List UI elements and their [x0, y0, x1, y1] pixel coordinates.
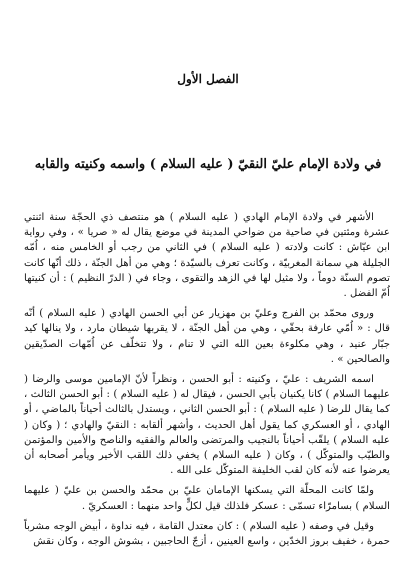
body-text: [24, 210, 390, 552]
paragraph-askari: ولمّا كانت المحلّة التي يسكنها الإمامان عليّ بن محمّد والحسن بن عليّ ( عليهما السلام ) بسامرّاء تسمّى : عسكر فلذلك قيل لكلٍّ واحد منهما : العسكريّ .: [24, 485, 390, 512]
paragraph-hadith: وروى محمّد بن الفرج وعليّ بن مهزيار عن أبي الحسن الهادي ( عليه السلام ) أنّه قال : « اُمّي عارفة بحقّي ، وهي من أهل الجنّة ، لا يقربها شيطان مارد ، ولا ينالها كيد جبّار عنيد ، وهي مكلوءة بعين الله التي لا تنام ، ولا تتخلّف عن اُمّهات الصدّيقين والصالحين » .: [24, 308, 390, 365]
chapter-title: الفصل الأول: [177, 72, 239, 86]
paragraph-description: وقيل في وصفه ( عليه السلام ) : كان معتدل القامة ، فيه نداوة ، أبيض الوجه مشرباً حمرة ، خفيف بروز الخدّين ، واسع العينين ، أزجّ الحاجبين ، بشوش الوجه ، وكان نقش: [24, 520, 390, 548]
paragraph-names: اسمه الشريف : عليّ ، وكنيته : أبو الحسن ، ونظراً لأنّ الإمامين موسى والرضا ( عليهما السلام ) كانا يكنيان بأبي الحسن ، فيقال له ( عليه السلام ) : أبو الحسن الثالث ، كما يقال للرضا ( عليه السلام ) : أبو الحسن الثاني ، ويستدل بالثالث أحياناً بالماضي ، أو الهادي ، أو العسكري كما يقول أهل الحديث ، وأشهر ألقابه : النقيّ والهادي ؛ ( وكان ( عليه السلام ) يلقّب أحياناً بالنجيب والمرتضى والعالم والفقيه والناصح والأمين والمؤتمن والطيّب والمتوكّل ) ، وكان ( عليه السلام ) يخفي ذلك اللقب الأخير ويأمر أصحابه أن يعرضوا عنه لأنه كان لقب الخليفة المتوكّل على الله .: [24, 374, 390, 477]
section-title: في ولادة الإمام عليّ النقيّ ( عليه السلام ) واسمه وكنيته والقابه: [34, 157, 382, 172]
paragraph-birth: الأشهر في ولادة الإمام الهادي ( عليه السلام ) هو منتصف ذي الحجّة سنة اثنتي عشرة ومئتين في صاحية من ضواحي المدينة في موضع يقال له « صريا » ، وفي رواية ابن عيّاش : كانت ولادته ( عليه السلام ) في الثاني من رجب أو الخامس منه ، اُمّه الجليلة هي سمانة المغربيّة ، وكانت تعرف بالسيّدة ؛ وهي من أهل الجنّة ، ذلك أنّها كانت تصوم السنّة دوماً ، ولا مثيل لها في الزهد والتقوى ، وجاء في ( الدرّ النظيم ) : أن كنيتها اُمّ الفضل .: [24, 212, 390, 300]
